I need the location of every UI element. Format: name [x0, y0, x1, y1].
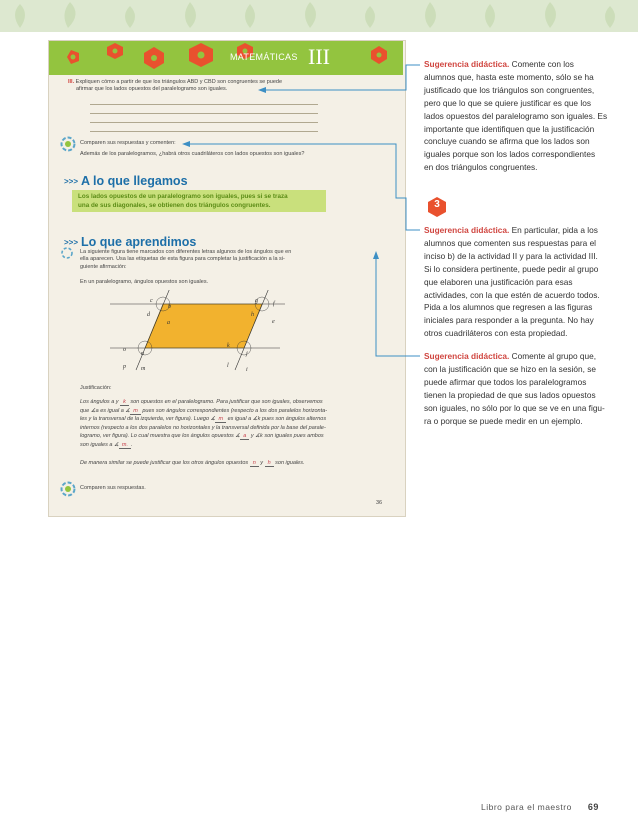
angle-label: o: [123, 347, 126, 353]
answer-h: h: [265, 460, 274, 467]
angle-label: a: [167, 320, 170, 326]
llegamos-title: A lo que llegamos: [81, 174, 188, 188]
angle-label: l: [227, 363, 229, 369]
answer-m: m: [130, 408, 141, 415]
footer-page-number: 69: [587, 802, 599, 812]
student-page-number: 36: [376, 500, 383, 506]
aprendimos-title: Lo que aprendimos: [81, 235, 197, 249]
angle-label: j: [246, 351, 248, 357]
angle-label: c: [150, 298, 153, 304]
justification-closing: De manera similar se puede justificar que los otros ángulos opuestos n y h son iguales.: [80, 460, 305, 466]
compare-question: Además de los paralelogramos, ¿habrá otros cuadriláteros con lados opuestos son iguales?: [80, 151, 305, 157]
aprendimos-statement: En un paralelogramo, ángulos opuestos son iguales.: [80, 279, 209, 285]
angle-label: f: [273, 301, 275, 307]
justification-heading: Justificación:: [80, 385, 112, 391]
heading-arrows: >>>: [64, 177, 79, 187]
angle-label: n: [141, 351, 144, 357]
activity-text-2: afirmar que los lados opuestos del paralelogramo son iguales.: [76, 86, 228, 93]
activity-text-1: Expliquen cómo a partir de que los triángulos ABD y CBD son congruentes se puede: [75, 79, 283, 85]
heading-arrows: >>>: [64, 238, 79, 248]
answer-a: a: [240, 433, 249, 440]
angle-label: d: [147, 312, 150, 318]
intro-line-1: La siguiente figura tiene marcados con diferentes letras algunos de los ángulos que en: [80, 249, 292, 255]
side-note-3: Sugerencia didáctica. Comente al grupo que, con la justificación que se hizo en la sesión, se puede afirmar que todos los paralelogramos tienen la propiedad de que sus lados opuestos son iguales, no sólo por lo que se ve en una figu- ra o porque se puede medir en un ejemplo.: [424, 351, 605, 426]
compare-instruction: Comparen sus respuestas y comenten:: [80, 140, 176, 146]
answer-m: m: [215, 416, 226, 423]
answer-n: n: [250, 460, 259, 467]
side-note-2: Sugerencia didáctica. En particular, pida a los alumnos que comenten sus respuestas para el inciso b) de la actividad II y para la actividad III. Si lo considera pertinente, puede pedir al grupo que elaboren una justificación para esas actividades, con la que estén de acuerdo todos. Pida a los alumnos que regresen a las figuras iniciales para responder a la pregunta. No hay otros cuadriláteros con esta propiedad.: [424, 225, 600, 339]
side-note-1: Sugerencia didáctica. Comente con los alumnos que, hasta este momento, sólo se ha justificado que los triángulos son congruentes, pero que lo que se quiere justificar es que los lados opuestos del paralelogramo son iguales. Es importante que identifiquen que la justificación concluye cuando se afirma que los lados son iguales porque son los lados correspondientes en dos triángulos congruentes.: [424, 59, 608, 173]
angle-label: b: [168, 304, 171, 310]
angle-label: m: [141, 366, 146, 372]
side-note-title: Sugerencia didáctica.: [424, 225, 510, 235]
activity-label: III.: [68, 79, 75, 85]
angle-label: e: [272, 319, 275, 325]
side-note-title: Sugerencia didáctica.: [424, 59, 510, 69]
header-roman-number: III: [308, 44, 330, 69]
answer-k: k: [120, 399, 129, 406]
angle-label: g: [255, 298, 258, 304]
answer-m2: m.: [119, 442, 131, 449]
llegamos-line-2: una de sus diagonales, se obtienen dos triángulos congruentes.: [78, 202, 271, 209]
footer-book-title: Libro para el maestro: [481, 802, 572, 812]
intro-line-3: guiente afirmación:: [80, 263, 127, 270]
angle-label: h: [251, 312, 254, 318]
session-badge-number: 3: [434, 199, 440, 210]
llegamos-line-1: Los lados opuestos de un paralelogramo son iguales, pues si se traza: [78, 193, 288, 200]
justification-text: Los ángulos a y k son opuestos en el paralelogramo. Para justificar que son iguales, observemos que ∡a es igual a ∡ m pues son ángulos correspondientes (respecto a los dos paralelos horizonta- les y la transversal de la izquierda, ver figura). Luego ∡ m es igual a ∡k pues son ángulos alternos internos (respecto a los dos paralelos no horizontales y la transversal definida por la base del parale- logramo, ver figura). Lo cual muestra que los ángulos opuestos ∡ a y ∡k son iguales pues ambos son iguales a ∡ m. .: [80, 399, 328, 448]
header-section-title: MATEMÁTICAS: [230, 52, 298, 62]
compare2-instruction: Comparen sus respuestas.: [80, 485, 146, 491]
intro-line-2: ella aparecen. Usa las etiquetas de esta figura para completar la justificación a la si-: [80, 256, 285, 263]
angle-label: k: [227, 343, 230, 349]
angle-label: p: [123, 364, 126, 370]
angle-label: i: [246, 367, 248, 373]
side-note-title: Sugerencia didáctica.: [424, 351, 510, 361]
page-footer: [481, 802, 599, 812]
